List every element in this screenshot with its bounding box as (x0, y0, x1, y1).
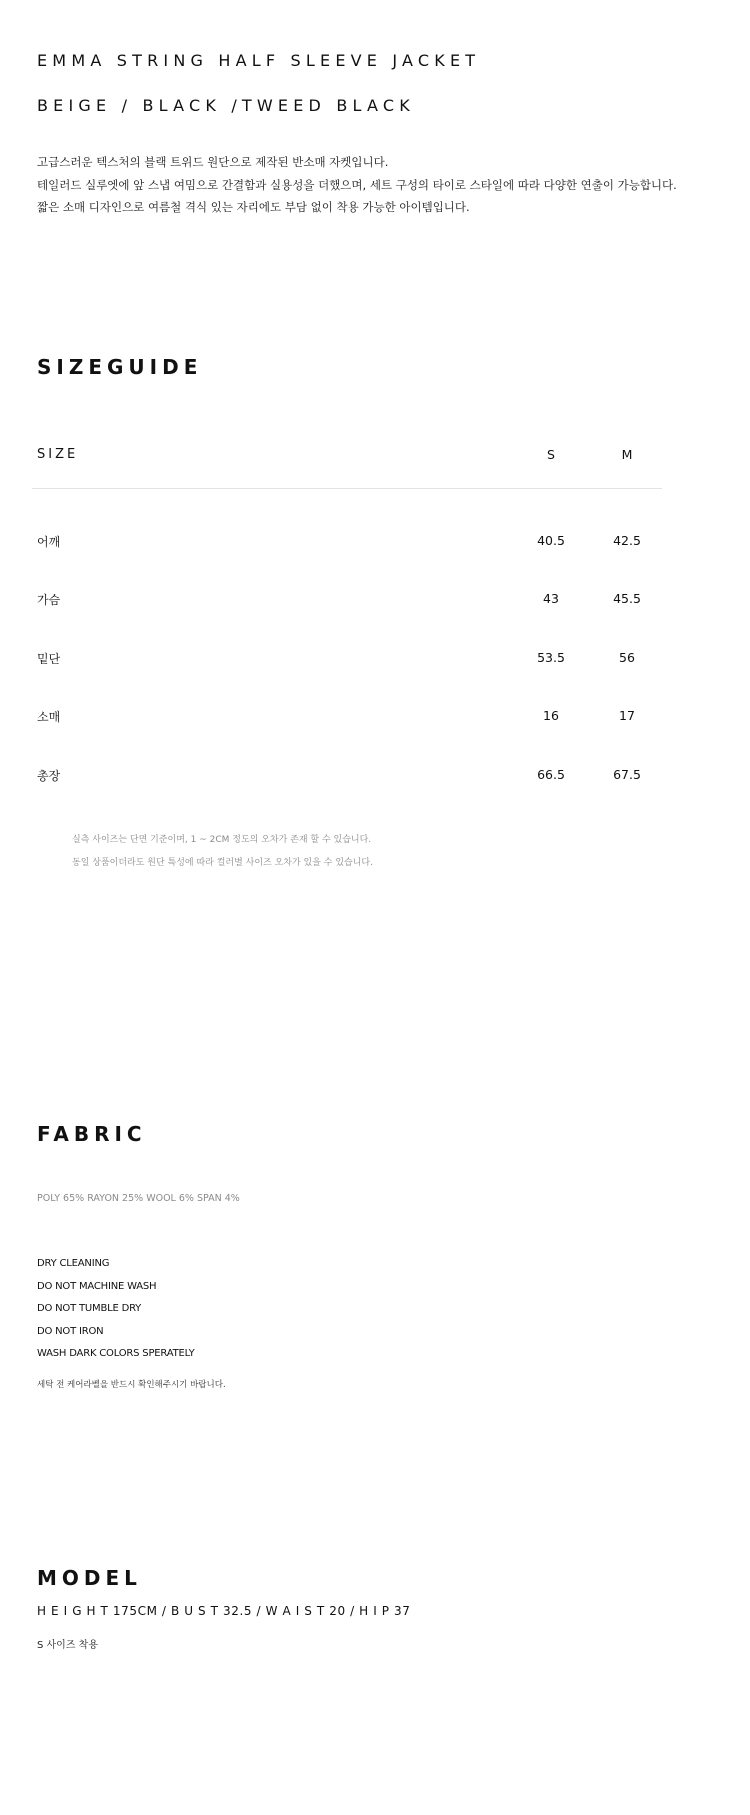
size-row-sleeve-m: 17 (619, 708, 635, 723)
care-item: DRY CLEANING (37, 1258, 110, 1269)
size-row-shoulder-s: 40.5 (537, 533, 565, 548)
model-measurements: H E I G H T 175CM / B U S T 32.5 / W A I S T 20 / H I P 37 (37, 1604, 411, 1618)
care-item: WASH DARK COLORS SPERATELY (37, 1348, 195, 1359)
size-table-divider (32, 488, 662, 489)
description-line: 고급스러운 텍스처의 블랙 트위드 원단으로 제작된 반소매 자켓입니다. (37, 155, 389, 169)
size-row-chest-s: 43 (543, 591, 559, 606)
size-note: 동일 상품이더라도 원단 특성에 따라 컬러별 사이즈 오차가 있을 수 있습니다. (72, 857, 373, 868)
sizeguide-title: SIZEGUIDE (37, 355, 203, 379)
care-note: 세탁 전 케어라벨을 반드시 확인해주시기 바랍니다. (37, 1380, 226, 1390)
product-description (37, 151, 677, 219)
size-row-label-hem: 밑단 (37, 652, 61, 666)
size-row-length-m: 67.5 (613, 767, 641, 782)
size-header-label: SIZE (37, 447, 79, 462)
fabric-title: FABRIC (37, 1122, 147, 1146)
size-row-chest-m: 45.5 (613, 591, 641, 606)
size-row-label-sleeve: 소매 (37, 710, 61, 724)
size-row-length-s: 66.5 (537, 767, 565, 782)
size-row-label-shoulder: 어깨 (37, 535, 61, 549)
product-colors: BEIGE / BLACK /TWEED BLACK (37, 96, 415, 115)
model-fit-size: S 사이즈 착용 (37, 1640, 99, 1651)
size-header-m: M (621, 447, 633, 462)
care-item: DO NOT IRON (37, 1325, 104, 1337)
size-row-label-length: 총장 (37, 769, 61, 783)
care-item: DO NOT TUMBLE DRY (37, 1303, 142, 1314)
care-item: DO NOT MACHINE WASH (37, 1280, 157, 1292)
product-name: EMMA STRING HALF SLEEVE JACKET (37, 51, 481, 70)
size-row-shoulder-m: 42.5 (613, 533, 641, 548)
fabric-composition: POLY 65% RAYON 25% WOOL 6% SPAN 4% (37, 1193, 240, 1204)
model-title: MODEL (37, 1566, 142, 1590)
description-line: 짧은 소매 디자인으로 여름철 격식 있는 자리에도 부담 없이 착용 가능한 아이템입니다. (37, 200, 470, 214)
description-line: 테일러드 실루엣에 앞 스냅 여밈으로 간결함과 실용성을 더했으며, 세트 구성의 타이로 스타일에 따라 다양한 연출이 가능합니다. (37, 177, 677, 192)
size-header-s: S (547, 447, 555, 462)
size-row-label-chest: 가슴 (37, 593, 61, 607)
size-notes (72, 829, 373, 874)
size-row-sleeve-s: 16 (543, 708, 559, 723)
size-row-hem-s: 53.5 (537, 650, 565, 665)
care-instructions (37, 1253, 195, 1366)
size-note: 실측 사이즈는 단면 기준이며, 1 ~ 2CM 정도의 오차가 존재 할 수 있습니다. (72, 835, 372, 845)
size-row-hem-m: 56 (619, 650, 635, 665)
